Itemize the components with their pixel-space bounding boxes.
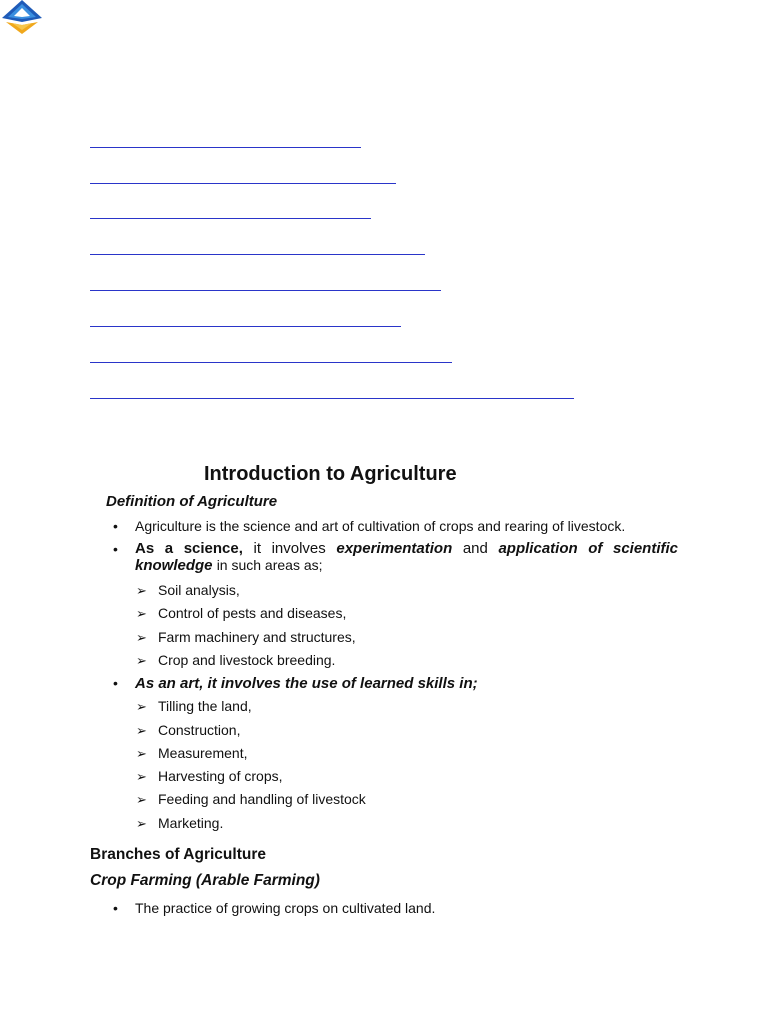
arrow-bullet-icon: ➢ <box>136 583 147 598</box>
arrow-bullet-icon: ➢ <box>136 606 147 621</box>
list-item-text: Construction, <box>158 722 241 738</box>
toc-link-2[interactable] <box>90 183 396 184</box>
inline-text: in such areas as; <box>216 557 323 573</box>
toc-link-7[interactable] <box>90 362 452 363</box>
crop-farming-heading: Crop Farming (Arable Farming) <box>90 872 320 889</box>
arrow-bullet-icon: ➢ <box>136 699 147 714</box>
bullet-icon: • <box>113 900 118 916</box>
list-item-text: Measurement, <box>158 745 248 761</box>
toc-link-1[interactable] <box>90 147 361 148</box>
emphasis-text: application of scientific <box>498 540 679 557</box>
emphasis-text: experimentation <box>336 540 453 557</box>
list-item-text: Soil analysis, <box>158 582 240 598</box>
list-item-text: Marketing. <box>158 815 224 831</box>
arrow-bullet-icon: ➢ <box>136 630 147 645</box>
bullet-icon: • <box>113 541 118 557</box>
bullet-text-line-2 <box>135 557 323 574</box>
toc-link-4[interactable] <box>90 254 425 255</box>
bullet-text-line-1 <box>135 540 678 557</box>
arrow-bullet-icon: ➢ <box>136 816 147 831</box>
arrow-bullet-icon: ➢ <box>136 769 147 784</box>
bullet-text: Agriculture is the science and art of cultivation of crops and rearing of livestock. <box>135 518 626 534</box>
list-item-text: Tilling the land, <box>158 698 252 714</box>
arrow-bullet-icon: ➢ <box>136 792 147 807</box>
definition-heading: Definition of Agriculture <box>106 493 278 510</box>
toc-link-8[interactable] <box>90 398 574 399</box>
inline-text: and <box>462 540 488 557</box>
bullet-icon: • <box>113 518 118 534</box>
emphasis-text: knowledge <box>135 557 213 574</box>
arrow-bullet-icon: ➢ <box>136 746 147 761</box>
list-item-text: Control of pests and diseases, <box>158 605 347 621</box>
list-item-text: Farm machinery and structures, <box>158 629 356 645</box>
toc-link-3[interactable] <box>90 218 371 219</box>
page-title: Introduction to Agriculture <box>204 463 457 485</box>
science-label: As a science, <box>135 540 243 557</box>
bullet-text: As an art, it involves the use of learned skills in; <box>135 675 478 692</box>
list-item-text: Crop and livestock breeding. <box>158 652 336 668</box>
bullet-text: The practice of growing crops on cultivated land. <box>135 900 436 916</box>
list-item-text: Harvesting of crops, <box>158 768 283 784</box>
inline-text: it involves <box>253 540 326 557</box>
arrow-bullet-icon: ➢ <box>136 653 147 668</box>
branches-heading: Branches of Agriculture <box>90 846 266 863</box>
list-item-text: Feeding and handling of livestock <box>158 791 366 807</box>
toc-link-5[interactable] <box>90 290 441 291</box>
toc-link-6[interactable] <box>90 326 401 327</box>
bullet-icon: • <box>113 675 118 691</box>
diamond-logo-icon <box>2 0 42 36</box>
arrow-bullet-icon: ➢ <box>136 723 147 738</box>
